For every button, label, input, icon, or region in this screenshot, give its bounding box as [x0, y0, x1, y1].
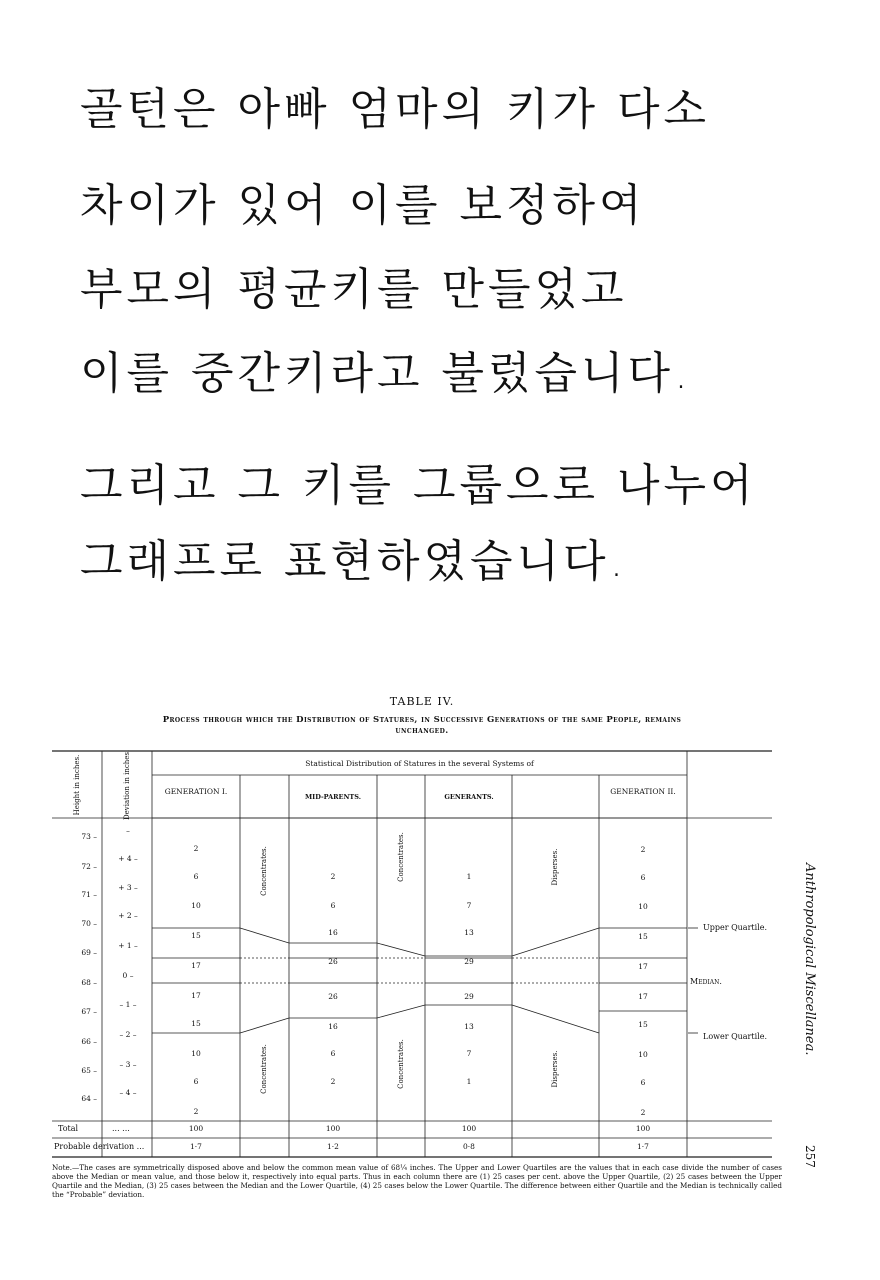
generant-value: 29 — [464, 992, 474, 1001]
gen1-value: 17 — [191, 991, 201, 1000]
label-disperses: Disperses. — [551, 1050, 559, 1088]
mid-parent-value: 16 — [328, 1022, 338, 1031]
deviation-tick: – 4 – — [119, 1088, 137, 1097]
side-title: Anthropological Miscellanea. — [802, 863, 817, 1056]
gen1-value: 6 — [193, 1077, 199, 1086]
gen2-value: 10 — [638, 1050, 648, 1059]
label-concentrates: Concentrates. — [397, 1039, 405, 1089]
gen1-value: 2 — [193, 1107, 199, 1116]
gen1-value: 17 — [191, 961, 201, 970]
gen2-value: 6 — [640, 873, 646, 882]
height-tick: 68 – — [81, 978, 97, 987]
scanned-table-page — [52, 695, 817, 1215]
handwritten-text-block — [80, 82, 840, 602]
gen1-value: 6 — [193, 872, 199, 881]
header-generation-1: GENERATION I. — [164, 787, 228, 796]
total-label: Total — [58, 1124, 79, 1133]
height-tick: 66 – — [81, 1037, 97, 1046]
deviation-tick: + 1 – — [118, 941, 138, 950]
height-tick: 72 – — [81, 862, 97, 871]
page-number: 257 — [803, 1145, 817, 1168]
deviation-tick: + 4 – — [118, 854, 138, 863]
height-tick: 71 – — [81, 890, 97, 899]
generant-value: 1 — [466, 872, 472, 881]
total-value: 100 — [188, 1124, 204, 1133]
mid-parent-value: 26 — [328, 992, 338, 1001]
deviation-tick: – — [126, 826, 130, 835]
total-value: 100 — [461, 1124, 477, 1133]
gen1-value: 15 — [191, 1019, 201, 1028]
gen2-value: 2 — [640, 1108, 646, 1117]
header-mid-parents: MID-PARENTS. — [304, 793, 361, 801]
gen1-value: 10 — [191, 1049, 201, 1058]
generant-value: 13 — [464, 928, 474, 937]
mid-parent-value: 6 — [330, 1049, 336, 1058]
mid-parent-value: 2 — [330, 872, 336, 881]
gen2-value: 6 — [640, 1078, 646, 1087]
header-deviation: Deviation in inches. — [123, 749, 131, 820]
generant-value: 1 — [466, 1077, 472, 1086]
gen2-value: 17 — [638, 962, 648, 971]
deviation-tick: – 1 – — [119, 1000, 137, 1009]
gen2-value: 10 — [638, 902, 648, 911]
label-concentrates: Concentrates. — [260, 846, 268, 896]
gen1-value: 2 — [193, 844, 199, 853]
mid-parent-value: 26 — [328, 957, 338, 966]
generant-value: 7 — [466, 1049, 472, 1058]
total-value: 100 — [325, 1124, 341, 1133]
deviation-tick: – 3 – — [119, 1060, 137, 1069]
probable-value: 1·2 — [327, 1142, 339, 1151]
mid-parent-value: 16 — [328, 928, 338, 937]
probable-label: Probable derivation ... — [54, 1142, 145, 1151]
gen1-value: 15 — [191, 931, 201, 940]
probable-value: 0·8 — [463, 1142, 475, 1151]
gen2-value: 15 — [638, 932, 648, 941]
header-super: Statistical Distribution of Statures in the several Systems of — [305, 759, 534, 768]
handwritten-line: 이를 중간키라고 불렀습니다. — [80, 348, 693, 399]
header-generation-2: GENERATION II. — [610, 787, 676, 796]
probable-value: 1·7 — [637, 1142, 649, 1151]
gen2-value: 2 — [640, 845, 646, 854]
handwritten-line: 그래프로 표현하였습니다. — [80, 536, 628, 587]
generant-value: 13 — [464, 1022, 474, 1031]
generant-value: 29 — [464, 957, 474, 966]
mid-parent-value: 2 — [330, 1077, 336, 1086]
table-title: TABLE IV. — [389, 695, 455, 708]
label-upper-quartile: Upper Quartile. — [703, 923, 767, 932]
gen2-value: 17 — [638, 992, 648, 1001]
height-tick: 73 – — [81, 832, 97, 841]
deviation-tick: – 2 – — [119, 1030, 137, 1039]
label-median: Median. — [690, 977, 722, 986]
deviation-tick: 0 – — [122, 971, 134, 980]
label-disperses: Disperses. — [551, 848, 559, 886]
handwritten-line: 차이가 있어 이를 보정하여 — [80, 180, 646, 231]
deviation-tick: + 2 – — [118, 911, 138, 920]
label-concentrates: Concentrates. — [260, 1044, 268, 1094]
height-tick: 67 – — [81, 1007, 97, 1016]
table-subtitle-line: unchanged. — [395, 726, 449, 736]
header-generants: GENERANTS. — [444, 793, 494, 801]
deviation-tick: + 3 – — [118, 883, 138, 892]
height-tick: 69 – — [81, 948, 97, 957]
handwritten-line: 부모의 평균키를 만들었고 — [80, 264, 628, 315]
height-tick: 64 – — [81, 1094, 97, 1103]
label-lower-quartile: Lower Quartile. — [703, 1032, 767, 1041]
height-tick: 65 – — [81, 1066, 97, 1075]
gen1-value: 10 — [191, 901, 201, 910]
total-dots: ... ... — [112, 1124, 130, 1133]
handwritten-line: 골턴은 아빠 엄마의 키가 다소 — [80, 84, 710, 135]
total-value: 100 — [635, 1124, 651, 1133]
handwritten-line: 그리고 그 키를 그룹으로 나누어 — [80, 460, 757, 511]
generant-value: 7 — [466, 901, 472, 910]
probable-value: 1·7 — [190, 1142, 202, 1151]
height-tick: 70 – — [81, 919, 97, 928]
gen2-value: 15 — [638, 1020, 648, 1029]
table-note: Note.—The cases are symmetrically disposed above and below the common mean value of 68¼ inches. The Upper and Lower Quartiles are the values that in each case divide the number of cases above the Median or mean value, and those below it, respectively into equal parts. Thus in each column there are (1) 25 cases per cent. above the Upper Quartile, (2) 25 cases between the Upper Quartile and the Median, (3) 25 cases between the Median and the Lower Quartile, (4) 25 cases below the Lower Quartile. The difference between either Quartile and the Median is technically called the “Probable” deviation. — [52, 1163, 782, 1199]
label-concentrates: Concentrates. — [397, 832, 405, 882]
mid-parent-value: 6 — [330, 901, 336, 910]
table-subtitle-line: Process through which the Distribution of Statures, in Successive Generations of the same People, remains — [162, 715, 682, 725]
header-height: Height in inches. — [73, 754, 81, 816]
